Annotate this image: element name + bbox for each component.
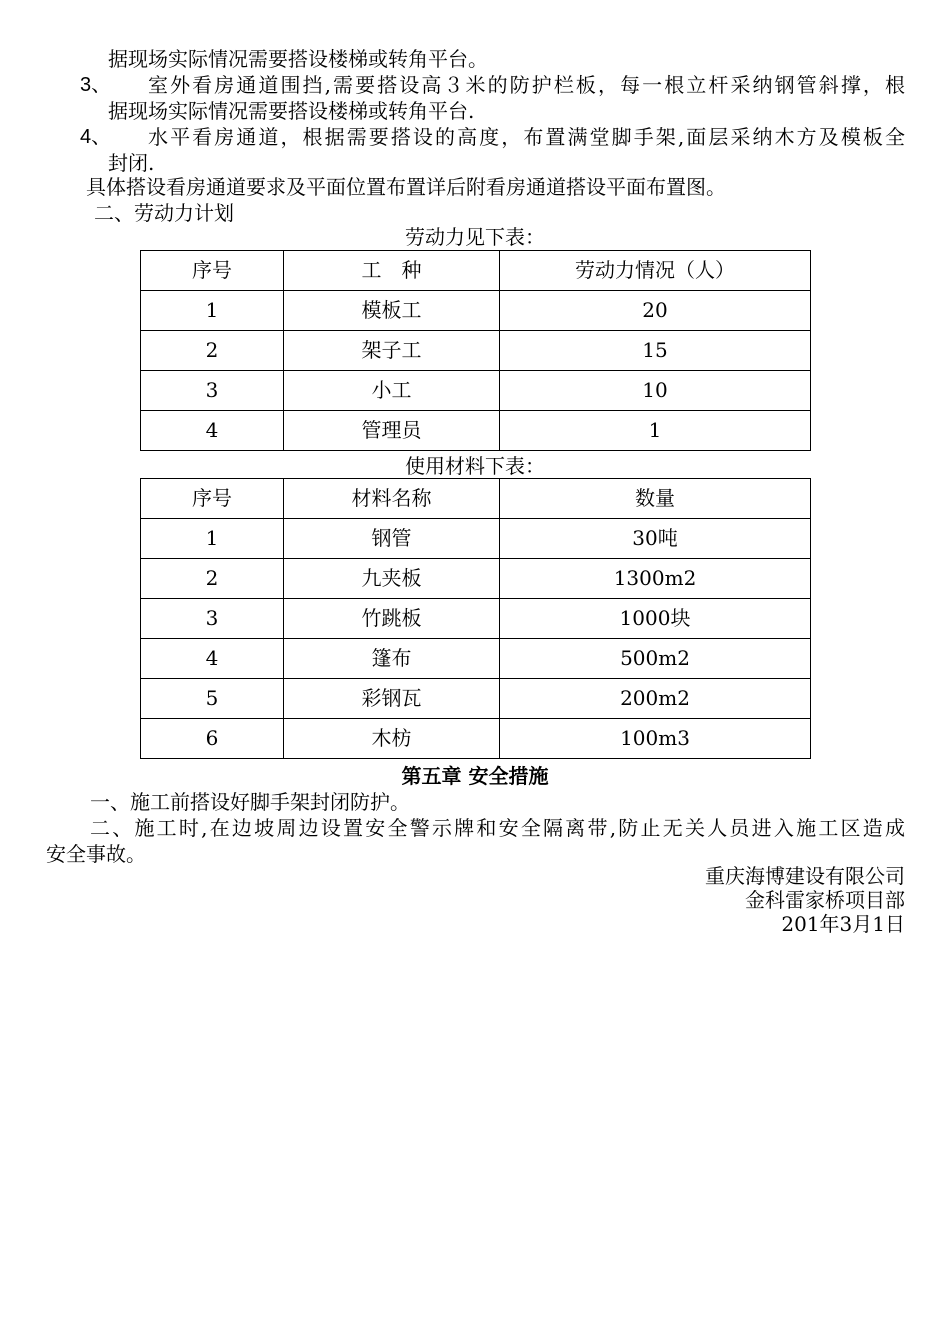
table-row [141,679,811,719]
table-row [141,639,811,679]
materials-table [140,478,811,759]
labor-table-caption: 劳动力见下表： [405,225,545,249]
table-cell: 1 [141,291,284,331]
table-cell: 10 [500,371,811,411]
labor-table-header-row [141,251,811,291]
item-4-line-2: 封闭. [108,151,155,175]
table-row [141,719,811,759]
layout-summary: 具体搭设看房通道要求及平面位置布置详后附看房通道搭设平面布置图。 [86,175,726,199]
item-3-number: 3、 [80,74,112,96]
table-cell: 九夹板 [284,559,500,599]
table-cell: 2 [141,331,284,371]
table-cell: 1300m2 [500,559,811,599]
table-cell: 1 [141,519,284,559]
table-cell: 5 [141,679,284,719]
table-cell: 木枋 [284,719,500,759]
table-row [141,519,811,559]
header-cell: 序号 [141,251,284,291]
materials-table-caption: 使用材料下表： [405,454,545,478]
table-cell: 4 [141,411,284,451]
table-cell: 20 [500,291,811,331]
item-3-line-2: 据现场实际情况需要搭设楼梯或转角平台. [108,99,475,123]
table-row [141,371,811,411]
table-cell: 2 [141,559,284,599]
intro-line-1: 据现场实际情况需要搭设楼梯或转角平台。 [108,47,488,71]
table-cell: 200m2 [500,679,811,719]
table-cell: 小工 [284,371,500,411]
safety-measure-2-line-1: 二、施工时,在边坡周边设置安全警示牌和安全隔离带,防止无关人员进入施工区造成 [90,816,905,840]
table-cell: 竹跳板 [284,599,500,639]
table-cell: 架子工 [284,331,500,371]
table-cell: 100m3 [500,719,811,759]
table-row [141,599,811,639]
header-cell: 工 种 [284,251,500,291]
table-cell: 500m2 [500,639,811,679]
table-cell: 30吨 [500,519,811,559]
labor-table [140,250,811,451]
header-cell: 劳动力情况（人） [500,251,811,291]
item-4-line-1: 水平看房通道，根据需要搭设的高度，布置满堂脚手架,面层采纳木方及模板全 [148,125,905,149]
table-cell: 管理员 [284,411,500,451]
header-cell: 材料名称 [284,479,500,519]
table-row [141,559,811,599]
table-row [141,411,811,451]
labor-plan-heading: 二、劳动力计划 [94,201,234,225]
table-cell: 3 [141,371,284,411]
materials-table-header-row [141,479,811,519]
safety-measure-1: 一、施工前搭设好脚手架封闭防护。 [90,790,410,814]
table-cell: 篷布 [284,639,500,679]
table-row [141,331,811,371]
table-cell: 1 [500,411,811,451]
table-row [141,291,811,331]
table-cell: 6 [141,719,284,759]
header-cell: 序号 [141,479,284,519]
table-cell: 彩钢瓦 [284,679,500,719]
project-department: 金科雷家桥项目部 [745,888,905,912]
signature-date: 201年3月1日 [781,912,905,936]
company-name: 重庆海博建设有限公司 [705,864,905,888]
table-cell: 1000块 [500,599,811,639]
table-cell: 4 [141,639,284,679]
table-cell: 3 [141,599,284,639]
table-cell: 15 [500,331,811,371]
table-cell: 钢管 [284,519,500,559]
chapter-5-title: 第五章 安全措施 [401,764,549,788]
item-3-line-1: 室外看房通道围挡,需要搭设高３米的防护栏板，每一根立杆采纳钢管斜撑，根 [148,73,905,97]
header-cell: 数量 [500,479,811,519]
item-4-number: 4、 [80,126,112,148]
safety-measure-2-line-2: 安全事故。 [46,842,146,866]
table-cell: 模板工 [284,291,500,331]
